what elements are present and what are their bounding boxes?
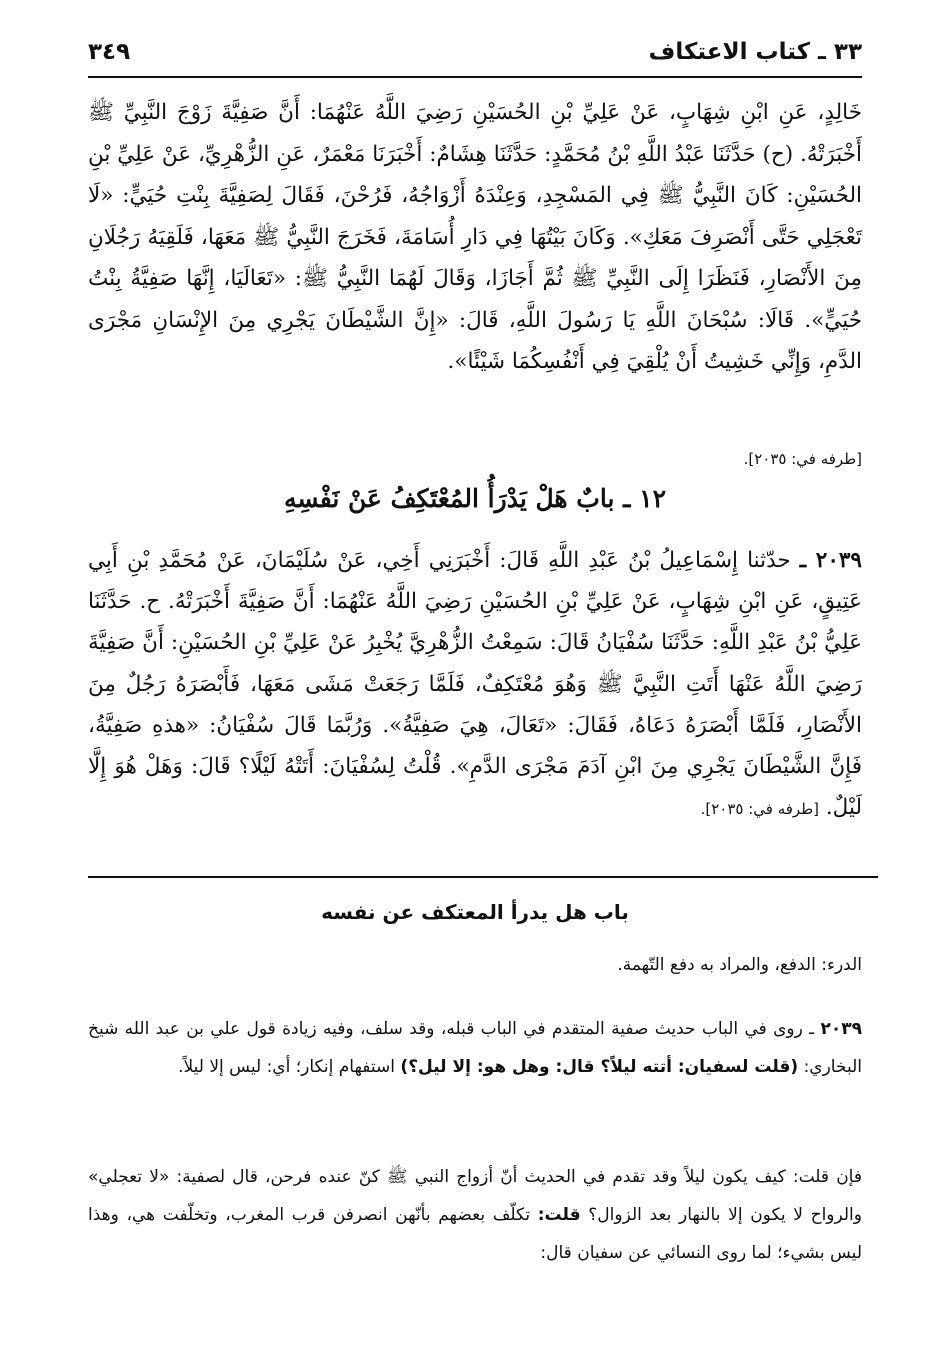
chapter-heading: ١٢ ـ بابٌ هَلْ يَدْرَأُ المُعْتَكِفُ عَنْ نَفْسِهِ <box>284 484 666 513</box>
footnote-divider <box>88 876 878 878</box>
hadith-continuation: خَالِدٍ، عَنِ ابْنِ شِهَابٍ، عَنْ عَلِيِّ بْنِ الحُسَيْنِ رَضِيَ اللَّهُ عَنْهُمَا: أَنَّ صَفِيَّةَ زَوْجَ النَّبِيِّ ﷺ أَخْبَرَتْهُ. (ح) حَدَّثَنَا عَبْدُ اللَّهِ بْنُ مُحَمَّدٍ: حَدَّثَنَا هِشَامٌ: أَخْبَرَنَا مَعْمَرٌ، عَنِ الزُّهْرِيِّ، عَنْ عَلِيِّ بْنِ الحُسَيْنِ: كَانَ النَّبِيُّ ﷺ فِي المَسْجِدِ، وَعِنْدَهُ أَزْوَاجُهُ، فَرُحْنَ، فَقَالَ لِصَفِيَّةَ بِنْتِ حُيَيٍّ: «لَا تَعْجَلِي حَتَّى أَنْصَرِفَ مَعَكِ». وَكَانَ بَيْتُهَا فِي دَارِ أُسَامَةَ، فَخَرَجَ النَّبِيُّ ﷺ مَعَهَا، فَلَقِيَهُ رَجُلَانِ مِنَ الأَنْصَارِ، فَنَظَرَا إِلَى النَّبِيِّ ﷺ ثُمَّ أَجَازَا، وَقَالَ لَهُمَا النَّبِيُّ ﷺ: «تَعَالَيَا، إِنَّهَا صَفِيَّةُ بِنْتُ حُيَيٍّ». قَالَا: سُبْحَانَ اللَّهِ يَا رَسُولَ اللَّهِ، قَالَ: «إِنَّ الشَّيْطَانَ يَجْرِي مِنَ الإِنْسَانِ مَجْرَى الدَّمِ، وَإِنِّي خَشِيتُ أَنْ يُلْقِيَ فِي أَنْفُسِكُمَا شَيْئًا». <box>88 100 862 374</box>
hadith-text: حدّثنا إِسْمَاعِيلُ بْنُ عَبْدِ اللَّهِ قَالَ: أَخْبَرَنِي أَخِي، عَنْ سُلَيْمَانَ، عَنْ مُحَمَّدِ بْنِ أَبِي عَتِيقٍ، عَنِ ابْنِ شِهَابٍ، عَنْ عَلِيِّ بْنِ الحُسَيْنِ رَضِيَ اللَّهُ عَنْهُمَا: أَنَّ صَفِيَّةَ أَخْبَرَتْهُ. ح. حَدَّثَنَا عَلِيُّ بْنُ عَبْدِ اللَّهِ: حَدَّثَنَا سُفْيَانُ قَالَ: سَمِعْتُ الزُّهْرِيَّ يُخْبِرُ عَنْ عَلِيِّ بْنِ الحُسَيْنِ: أَنَّ صَفِيَّةَ رَضِيَ اللَّهُ عَنْهَا أَتَتِ النَّبِيَّ ﷺ وَهُوَ مُعْتَكِفٌ، فَلَمَّا رَجَعَتْ مَشَى مَعَهَا، فَأَبْصَرَهُ رَجُلٌ مِنَ الأَنْصَارِ، فَلَمَّا أَبْصَرَهُ دَعَاهُ، فَقَالَ: «تَعَالَ، هِيَ صَفِيَّةُ». وَرُبَّمَا قَالَ سُفْيَانُ: «هذهِ صَفِيَّةُ، فَإِنَّ الشَّيْطَانَ يَجْرِي مِنَ ابْنِ آدَمَ مَجْرَى الدَّمِ». قُلْتُ لِسُفْيَانَ: أَتَتْهُ لَيْلًا؟ قَالَ: وَهَلْ هُوَ إِلَّا لَيْلٌ. <box>88 548 862 821</box>
header-rule <box>88 76 862 78</box>
commentary-text: فإن قلت: كيف يكون ليلاً وقد تقدم في الحديث أنّ أزواج النبي ﷺ كنّ عنده فرحن، قال لصفية: «لا تعجلي» والرواح لا يكون إلا بالنهار بعد الزوال؟ <box>88 1167 862 1225</box>
commentary-text: استفهام إنكار؛ أي: ليس إلا ليلاً. <box>178 1057 396 1077</box>
hadith-number: ٢٠٣٩ ـ <box>799 548 862 573</box>
commentary-title: باب هل يدرأ المعتكف عن نفسه <box>321 900 629 924</box>
page-header <box>88 32 862 72</box>
commentary-text: تكلّف بعضهم بأنّهن انصرفن قرب المغرب، وتخلّفت هي، وهذا ليس بشيء؛ لما روى النسائي عن سفيان قال: <box>88 1205 862 1263</box>
commentary-hadith-number: ٢٠٣٩ <box>820 1019 863 1039</box>
hadith-reference: [طرفه في: ٢٠٣٥]. <box>743 450 862 468</box>
commentary-definition: الدرء: الدفع، والمراد به دفع التّهمة. <box>617 955 862 975</box>
page-number: ٣٤٩ <box>88 39 131 65</box>
commentary-text: ـ روى في الباب حديث صفية المتقدم في الباب قبله، وقد سلف، وفيه زيادة قول علي بن عبد الله شيخ البخاري: <box>88 1019 862 1077</box>
hadith-reference-inline: [طرفه في: ٢٠٣٥]. <box>700 800 819 819</box>
hadith-2039 <box>88 540 862 830</box>
commentary-quote: (قلت لسفيان: أتته ليلاً؟ قال: وهل هو: إلا ليل؟) <box>400 1057 799 1077</box>
commentary-answer-label: قلت: <box>537 1205 581 1225</box>
commentary-paragraph-2 <box>88 1158 862 1272</box>
running-title: ٣٣ ـ كتاب الاعتكاف <box>648 39 862 65</box>
commentary-paragraph-1 <box>88 1010 862 1086</box>
